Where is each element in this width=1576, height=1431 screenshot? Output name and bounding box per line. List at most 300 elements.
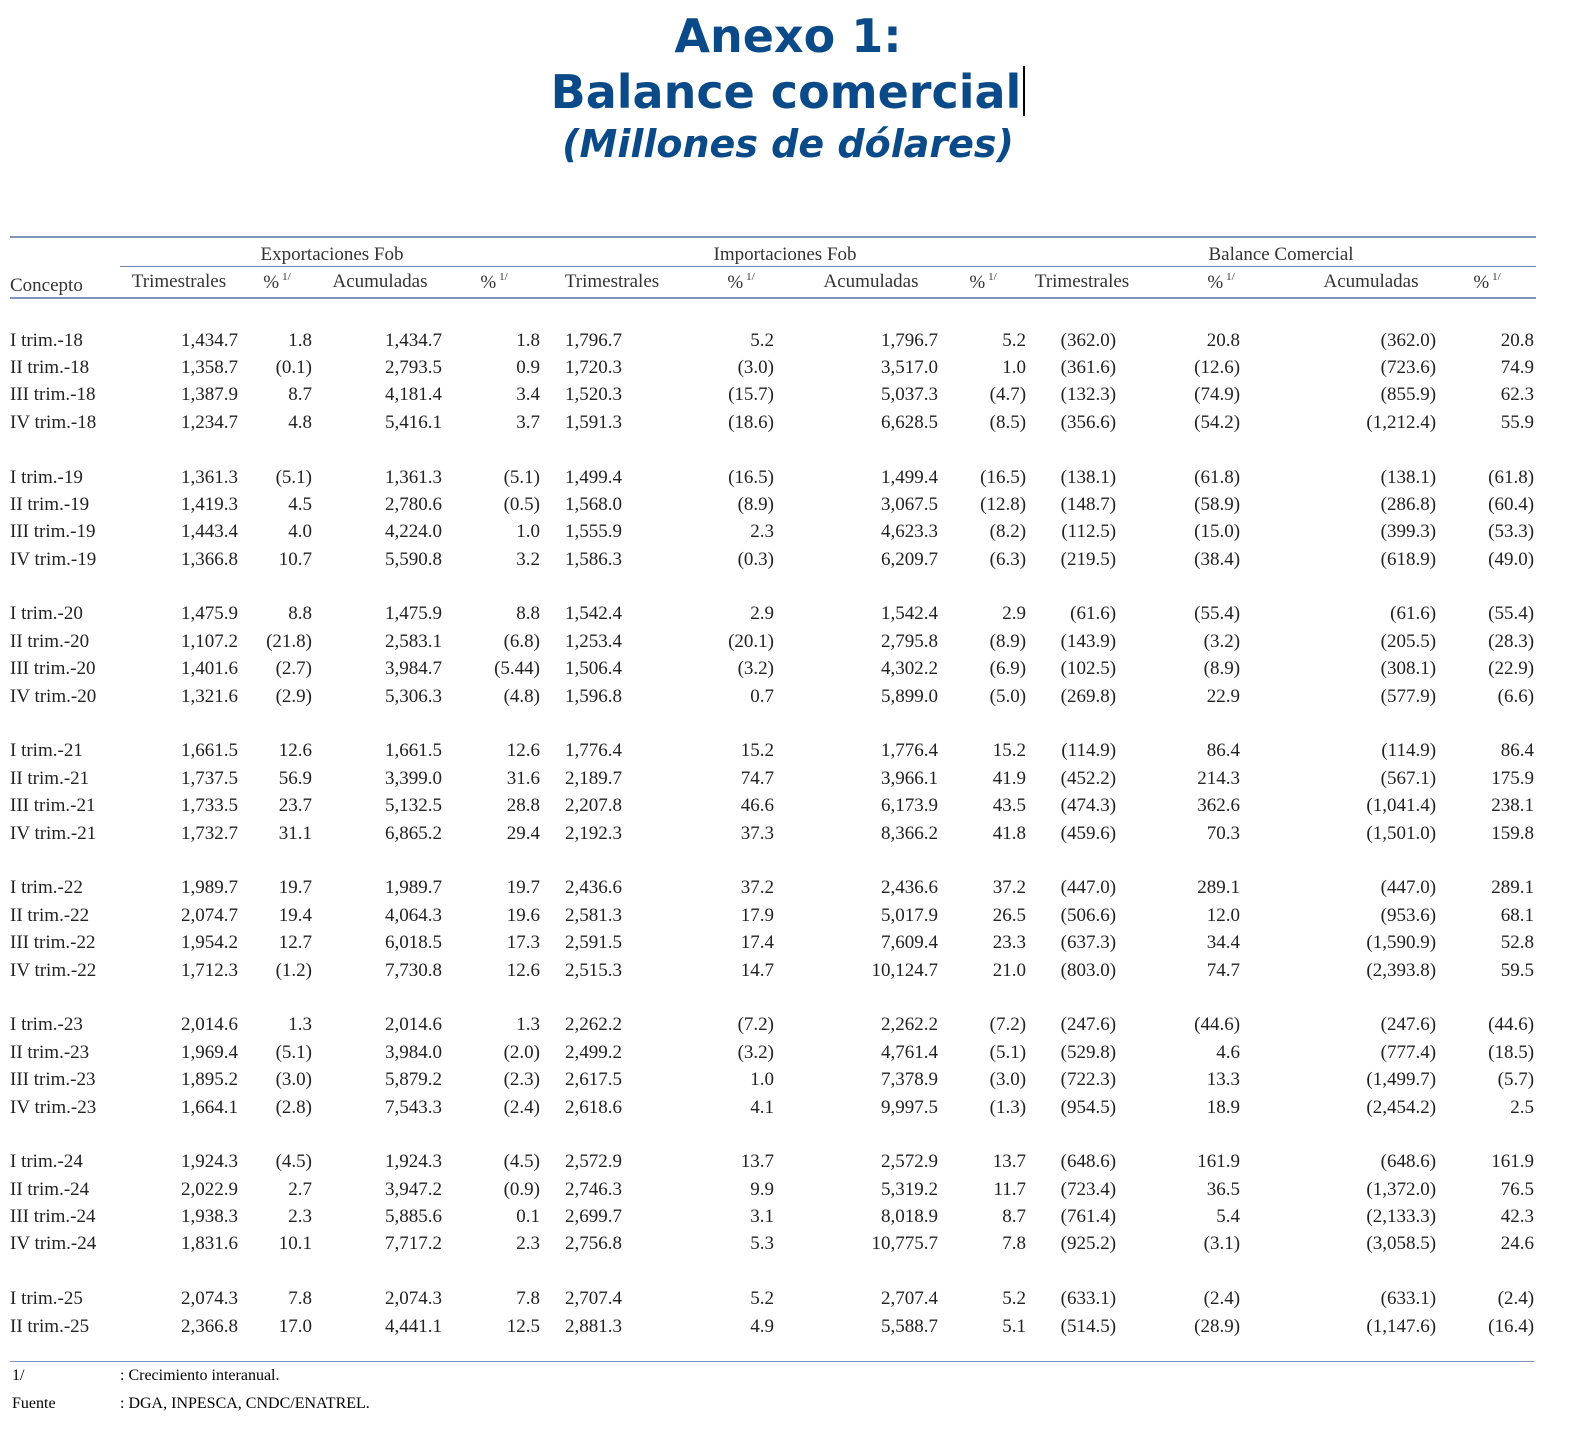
table-cell: 5,416.1 — [385, 411, 442, 433]
text-cursor — [1023, 66, 1025, 116]
table-row — [10, 1066, 1536, 1093]
table-cell: 42.3 — [1500, 1206, 1535, 1228]
table-cell: (3.2) — [737, 658, 775, 680]
table-cell: 12.6 — [278, 740, 312, 762]
table-cell: (102.5) — [1060, 658, 1117, 680]
table-cell: 1,366.8 — [181, 548, 238, 570]
table-row — [10, 1230, 1536, 1257]
table-cell: (138.1) — [1060, 466, 1117, 488]
table-cell: 34.4 — [1206, 932, 1241, 954]
row-label: IV trim.-20 — [10, 685, 97, 707]
row-label: I trim.-25 — [10, 1288, 83, 1310]
table-row — [10, 1039, 1536, 1066]
table-cell: 4,623.3 — [881, 521, 939, 543]
table-cell: 86.4 — [1500, 740, 1535, 762]
table-cell: (4.5) — [503, 1151, 541, 1173]
table-cell: (3.2) — [1203, 630, 1241, 652]
spacer-row — [10, 1121, 1536, 1148]
table-cell: 5.2 — [750, 1288, 775, 1310]
table-cell: 3,399.0 — [385, 767, 442, 789]
table-cell: (2.0) — [503, 1041, 541, 1063]
table-cell: 62.3 — [1500, 384, 1535, 406]
table-cell: 2.3 — [288, 1206, 312, 1228]
table-cell: 1,361.3 — [385, 466, 442, 488]
table-cell: (2.8) — [275, 1096, 312, 1118]
table-cell: 3,984.7 — [385, 658, 442, 680]
table-cell: (18.5) — [1488, 1041, 1535, 1063]
table-cell: (269.8) — [1060, 685, 1117, 707]
table-cell: 7,730.8 — [385, 959, 442, 981]
table-cell: 1,234.7 — [181, 411, 238, 433]
group-header-exportaciones: Exportaciones Fob — [120, 237, 544, 267]
table-cell: (8.9) — [989, 630, 1027, 652]
row-label: I trim.-21 — [10, 740, 83, 762]
table-cell: 2.3 — [516, 1233, 541, 1255]
table-cell: (723.6) — [1380, 356, 1437, 378]
table-cell: (362.0) — [1060, 329, 1117, 351]
table-cell: (514.5) — [1060, 1315, 1117, 1337]
table-cell: 13.7 — [740, 1151, 775, 1173]
table-cell: 2,014.6 — [385, 1014, 442, 1036]
table-cell: 2,436.6 — [881, 877, 939, 899]
table-cell: 2,207.8 — [565, 795, 623, 817]
table-cell: 4,441.1 — [385, 1315, 442, 1337]
table-cell: 1.8 — [516, 329, 541, 351]
table-cell: (361.6) — [1060, 356, 1117, 378]
table-cell: (247.6) — [1380, 1014, 1437, 1036]
table-row — [10, 1093, 1536, 1120]
spacer-row — [10, 847, 1536, 874]
table-cell: (16.5) — [728, 466, 775, 488]
table-cell: 1,954.2 — [181, 932, 238, 954]
table-cell: 2,366.8 — [181, 1315, 238, 1337]
table-cell: (60.4) — [1488, 493, 1535, 515]
spacer-row — [10, 436, 1536, 463]
table-cell: (8.5) — [989, 411, 1027, 433]
table-cell: 18.9 — [1206, 1096, 1241, 1118]
table-cell: 55.9 — [1500, 411, 1535, 433]
table-cell: 31.6 — [506, 767, 541, 789]
table-cell: 1,475.9 — [181, 603, 238, 625]
table-cell: (0.3) — [737, 548, 775, 570]
table-cell: 76.5 — [1500, 1178, 1535, 1200]
table-cell: 1,831.6 — [181, 1233, 238, 1255]
table-cell: 19.7 — [278, 877, 312, 899]
table-cell: 238.1 — [1491, 795, 1535, 817]
table-cell: 7.8 — [288, 1288, 312, 1310]
table-cell: 1,938.3 — [181, 1206, 238, 1228]
table-cell: (1,499.7) — [1366, 1069, 1437, 1091]
table-cell: 4.0 — [288, 521, 312, 543]
table-row — [10, 655, 1536, 682]
table-cell: (5.0) — [989, 685, 1027, 707]
table-cell: 59.5 — [1500, 959, 1535, 981]
source-text: : DGA, INPESCA, CNDC/ENATREL. — [120, 1395, 370, 1412]
subheader-label: Acumuladas — [332, 271, 428, 292]
table-cell: (356.6) — [1060, 411, 1117, 433]
subheader-pct-acum-g0 — [444, 267, 544, 299]
row-label: III trim.-21 — [10, 795, 96, 817]
row-label: III trim.-24 — [10, 1206, 96, 1228]
table-cell: 2,699.7 — [565, 1206, 623, 1228]
table-cell: (16.4) — [1488, 1315, 1535, 1337]
table-cell: 13.3 — [1206, 1069, 1241, 1091]
table-cell: 24.6 — [1500, 1233, 1535, 1255]
table-cell: 5,885.6 — [385, 1206, 442, 1228]
table-cell: 4,181.4 — [385, 384, 442, 406]
table-cell: (112.5) — [1061, 521, 1117, 543]
table-cell: 6,209.7 — [881, 548, 939, 570]
table-cell: 2,262.2 — [565, 1014, 623, 1036]
subheader-acumuladas-g2 — [1304, 267, 1438, 299]
subheader-trimestrales-g1 — [544, 267, 680, 299]
table-cell: (6.3) — [989, 548, 1027, 570]
table-cell: (2,393.8) — [1366, 959, 1437, 981]
table-cell: 0.1 — [516, 1206, 541, 1228]
table-cell: 2,572.9 — [881, 1151, 939, 1173]
footnote-key: 1/ — [12, 1367, 25, 1384]
table-cell: 1,661.5 — [181, 740, 238, 762]
row-label: I trim.-24 — [10, 1151, 83, 1173]
table-cell: (577.9) — [1380, 685, 1437, 707]
table-cell: 2,499.2 — [565, 1041, 623, 1063]
table-cell: 161.9 — [1197, 1151, 1241, 1173]
table-cell: (8.9) — [737, 493, 775, 515]
table-cell: (2.4) — [503, 1096, 541, 1118]
table-cell: 5,037.3 — [881, 384, 939, 406]
table-cell: 1,475.9 — [385, 603, 442, 625]
table-cell: (1,501.0) — [1366, 822, 1437, 844]
table-cell: 11.7 — [993, 1178, 1027, 1200]
row-label: III trim.-23 — [10, 1069, 96, 1091]
table-cell: 23.3 — [992, 932, 1027, 954]
table-cell: 3.1 — [750, 1206, 775, 1228]
group-header-importaciones: Importaciones Fob — [544, 237, 1026, 267]
table-cell: (61.8) — [1194, 466, 1241, 488]
source-row — [12, 1392, 1532, 1416]
table-cell: (447.0) — [1380, 877, 1437, 899]
table-cell: 17.0 — [278, 1315, 312, 1337]
spacer-row — [10, 1258, 1536, 1285]
table-cell: 5,590.8 — [385, 548, 442, 570]
subheader-label: % — [480, 271, 497, 293]
table-cell: (16.5) — [980, 466, 1027, 488]
table-cell: 1,499.4 — [881, 466, 939, 488]
table-cell: (12.6) — [1194, 356, 1241, 378]
table-cell: 1.8 — [288, 329, 312, 351]
subheader-label: % — [969, 271, 986, 293]
table-cell: 1,776.4 — [565, 740, 623, 762]
table-cell: 19.7 — [506, 877, 541, 899]
table-cell: 70.3 — [1206, 822, 1241, 844]
row-label: IV trim.-24 — [10, 1233, 97, 1255]
header-row-groups — [10, 237, 1536, 267]
row-label: II trim.-20 — [10, 630, 90, 652]
table-cell: 1,506.4 — [565, 658, 623, 680]
table-row — [10, 491, 1536, 518]
table-cell: 2.3 — [750, 521, 775, 543]
footer-divider — [10, 1361, 1534, 1362]
table-cell: 9,997.5 — [881, 1096, 939, 1118]
table-cell: (447.0) — [1060, 877, 1117, 899]
table-cell: (2,454.2) — [1366, 1096, 1437, 1118]
table-cell: (49.0) — [1488, 548, 1535, 570]
table-cell: (143.9) — [1060, 630, 1117, 652]
table-cell: 161.9 — [1491, 1151, 1535, 1173]
subheader-trimestrales-g0 — [120, 267, 238, 299]
table-cell: 3.2 — [516, 548, 541, 570]
table-row — [10, 956, 1536, 983]
table-cell: 1,401.6 — [181, 658, 238, 680]
table-row — [10, 354, 1536, 381]
table-cell: 289.1 — [1197, 877, 1241, 899]
table-cell: (8.9) — [1203, 658, 1241, 680]
table-cell: 5.2 — [750, 329, 775, 351]
table-cell: 7,717.2 — [385, 1233, 442, 1255]
footnote-mark: 1/ — [499, 270, 508, 283]
table-cell: (803.0) — [1060, 959, 1117, 981]
table-cell: 1,733.5 — [181, 795, 238, 817]
table-row — [10, 929, 1536, 956]
table-cell: 1,555.9 — [565, 521, 623, 543]
table-cell: 3.4 — [516, 384, 541, 406]
table-cell: 21.0 — [992, 959, 1027, 981]
table-cell: (567.1) — [1380, 767, 1437, 789]
table-cell: (4.5) — [275, 1151, 312, 1173]
table-cell: 1,720.3 — [565, 356, 623, 378]
table-cell: 2,618.6 — [565, 1096, 623, 1118]
table-cell: 6,628.5 — [881, 411, 939, 433]
table-cell: 4.1 — [750, 1096, 775, 1118]
table-cell: 31.1 — [278, 822, 312, 844]
table-cell: (7.2) — [737, 1014, 775, 1036]
table-cell: 2,581.3 — [565, 904, 623, 926]
subheader-pct-trim-g2 — [1138, 267, 1304, 299]
table-row — [10, 518, 1536, 545]
table-cell: 4.6 — [1216, 1041, 1241, 1063]
table-cell: (723.4) — [1060, 1178, 1117, 1200]
table-cell: (1.3) — [989, 1096, 1027, 1118]
table-cell: 1,969.4 — [181, 1041, 238, 1063]
table-cell: (399.3) — [1380, 521, 1437, 543]
table-cell: 10.1 — [278, 1233, 312, 1255]
table-cell: 7,378.9 — [881, 1069, 939, 1091]
table-cell: 1,586.3 — [565, 548, 623, 570]
table-cell: 2,795.8 — [881, 630, 939, 652]
table-cell: 2,192.3 — [565, 822, 623, 844]
table-cell: 74.9 — [1500, 356, 1535, 378]
table-cell: 1.0 — [516, 521, 541, 543]
table-cell: 6,018.5 — [385, 932, 442, 954]
table-row — [10, 628, 1536, 655]
table-row — [10, 737, 1536, 764]
table-cell: 8,366.2 — [881, 822, 939, 844]
table-cell: 2.9 — [750, 603, 775, 625]
subheader-pct-acum-g1 — [940, 267, 1026, 299]
table-cell: (1,212.4) — [1366, 411, 1437, 433]
table-cell: (2.7) — [275, 658, 312, 680]
subheader-pct-acum-g2 — [1438, 267, 1536, 299]
table-cell: (44.6) — [1488, 1014, 1535, 1036]
table-cell: 56.9 — [278, 767, 312, 789]
table-row — [10, 874, 1536, 901]
subheader-trimestrales-g2 — [1026, 267, 1138, 299]
balance-table — [10, 236, 1536, 1340]
table-cell: (1.2) — [275, 959, 312, 981]
row-label: I trim.-22 — [10, 877, 83, 899]
table-cell: 4,761.4 — [881, 1041, 939, 1063]
table-cell: (474.3) — [1060, 795, 1117, 817]
table-cell: 1,796.7 — [565, 329, 623, 351]
table-cell: 28.8 — [506, 795, 541, 817]
table-cell: (459.6) — [1060, 822, 1117, 844]
table-cell: (1,147.6) — [1366, 1315, 1437, 1337]
table-cell: 3,984.0 — [385, 1041, 442, 1063]
table-cell: 1,591.3 — [565, 411, 623, 433]
table-cell: 6,865.2 — [385, 822, 442, 844]
table-cell: 1.3 — [516, 1014, 541, 1036]
row-label: III trim.-22 — [10, 932, 96, 954]
table-cell: (637.3) — [1060, 932, 1117, 954]
table-cell: 15.2 — [740, 740, 775, 762]
table-cell: 1,712.3 — [181, 959, 238, 981]
table-cell: 2.7 — [288, 1178, 312, 1200]
table-cell: 12.7 — [278, 932, 312, 954]
table-cell: 12.5 — [506, 1315, 541, 1337]
spacer-row — [10, 710, 1536, 737]
subheader-label: % — [727, 271, 744, 293]
table-cell: 4,302.2 — [881, 658, 939, 680]
table-cell: 2,572.9 — [565, 1151, 623, 1173]
table-cell: 2.5 — [1510, 1096, 1535, 1118]
source-key: Fuente — [12, 1395, 56, 1412]
spacer-row — [10, 984, 1536, 1011]
table-cell: 2,022.9 — [181, 1178, 238, 1200]
table-cell: 74.7 — [740, 767, 775, 789]
table-row — [10, 409, 1536, 436]
row-label: II trim.-25 — [10, 1315, 90, 1337]
table-cell: (7.2) — [989, 1014, 1027, 1036]
row-label: II trim.-24 — [10, 1178, 90, 1200]
table-cell: 37.2 — [992, 877, 1027, 899]
table-cell: (6.9) — [989, 658, 1027, 680]
table-cell: (954.5) — [1060, 1096, 1117, 1118]
spacer-row — [10, 573, 1536, 600]
table-cell: 1,732.7 — [181, 822, 238, 844]
subheader-label: Trimestrales — [131, 271, 227, 292]
table-cell: 36.5 — [1206, 1178, 1241, 1200]
table-cell: 1,520.3 — [565, 384, 623, 406]
footnote-mark: 1/ — [1226, 270, 1235, 283]
table-cell: (3.2) — [737, 1041, 775, 1063]
table-cell: 52.8 — [1500, 932, 1535, 954]
table-row — [10, 765, 1536, 792]
table-cell: 1,419.3 — [181, 493, 238, 515]
table-cell: 1,661.5 — [385, 740, 442, 762]
table-cell: (3.1) — [1203, 1233, 1241, 1255]
table-cell: 26.5 — [992, 904, 1027, 926]
row-label: IV trim.-23 — [10, 1096, 97, 1118]
table-cell: 1,924.3 — [385, 1151, 442, 1173]
table-cell: 4.9 — [750, 1315, 775, 1337]
table-cell: 4,224.0 — [385, 521, 442, 543]
table-cell: (148.7) — [1060, 493, 1117, 515]
table-cell: 41.9 — [992, 767, 1027, 789]
subheader-acumuladas-g1 — [802, 267, 940, 299]
table-cell: 289.1 — [1491, 877, 1535, 899]
table-cell: (61.6) — [1390, 603, 1437, 625]
table-cell: 7.8 — [516, 1288, 541, 1310]
table-cell: 2,707.4 — [881, 1288, 939, 1310]
table-cell: (5.7) — [1497, 1069, 1535, 1091]
row-label: IV trim.-21 — [10, 822, 97, 844]
table-cell: (3.0) — [989, 1069, 1027, 1091]
table-cell: 7.8 — [1002, 1233, 1027, 1255]
table-cell: (58.9) — [1194, 493, 1241, 515]
table-cell: (1,590.9) — [1366, 932, 1437, 954]
table-cell: 1,361.3 — [181, 466, 238, 488]
table-cell: (855.9) — [1380, 384, 1437, 406]
table-cell: 12.6 — [506, 740, 541, 762]
table-cell: (114.9) — [1381, 740, 1437, 762]
table-cell: 362.6 — [1197, 795, 1241, 817]
table-cell: (20.1) — [728, 630, 775, 652]
table-cell: (0.5) — [503, 493, 541, 515]
table-cell: 2,074.3 — [181, 1288, 238, 1310]
table-cell: 8.8 — [288, 603, 312, 625]
subheader-label: Trimestrales — [1034, 271, 1130, 292]
table-cell: 2,189.7 — [565, 767, 623, 789]
table-cell: (18.6) — [728, 411, 775, 433]
table-row — [10, 463, 1536, 490]
table-cell: 0.9 — [516, 356, 541, 378]
table-cell: (44.6) — [1194, 1014, 1241, 1036]
table-cell: 1,776.4 — [881, 740, 939, 762]
table-cell: 17.3 — [506, 932, 541, 954]
subheader-label: % — [1473, 271, 1490, 293]
table-cell: (53.3) — [1488, 521, 1535, 543]
title-line-1: Anexo 1: — [674, 9, 902, 63]
table-cell: 37.3 — [740, 822, 775, 844]
table-cell: (74.9) — [1194, 384, 1241, 406]
table-cell: 29.4 — [506, 822, 541, 844]
table-cell: (761.4) — [1060, 1206, 1117, 1228]
table-cell: (1,041.4) — [1366, 795, 1437, 817]
table-cell: 41.8 — [992, 822, 1027, 844]
table-cell: (4.8) — [503, 685, 541, 707]
table-cell: (529.8) — [1060, 1041, 1117, 1063]
table-row — [10, 819, 1536, 846]
table-cell: 17.9 — [740, 904, 775, 926]
table-cell: (132.3) — [1060, 384, 1117, 406]
table-cell: 10.7 — [278, 548, 312, 570]
table-cell: (4.7) — [989, 384, 1027, 406]
table-cell: 10,124.7 — [871, 959, 939, 981]
table-cell: 2,074.7 — [181, 904, 238, 926]
row-label: II trim.-18 — [10, 356, 90, 378]
table-cell: 2,793.5 — [385, 356, 442, 378]
table-cell: 7,609.4 — [881, 932, 939, 954]
table-cell: 8.7 — [1002, 1206, 1027, 1228]
table-row — [10, 1312, 1536, 1339]
table-cell: (286.8) — [1380, 493, 1437, 515]
table-row — [10, 1203, 1536, 1230]
table-cell: (21.8) — [266, 630, 312, 652]
table-row — [10, 792, 1536, 819]
table-cell: 1,542.4 — [881, 603, 939, 625]
table-row — [10, 1176, 1536, 1203]
table-cell: 17.4 — [740, 932, 775, 954]
